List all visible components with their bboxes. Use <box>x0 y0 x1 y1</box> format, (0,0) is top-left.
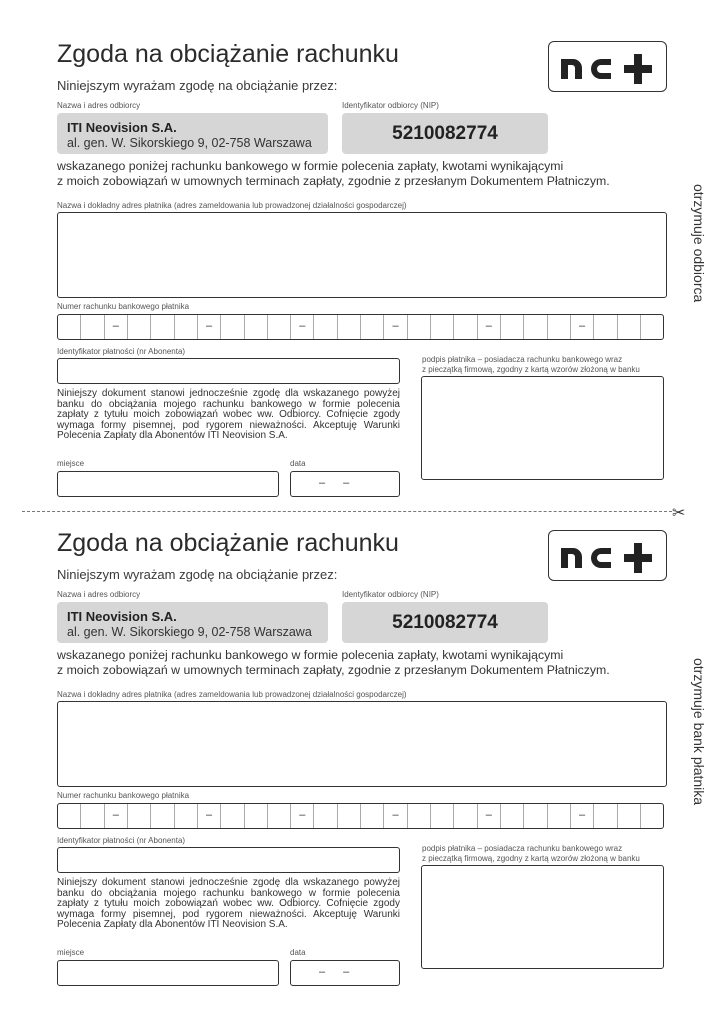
signature-label-line-2: z pieczątką firmową, zgodny z kartą wzorów złożoną w banku <box>422 365 640 374</box>
account-digit-cell[interactable] <box>501 804 524 828</box>
account-digit-cell[interactable] <box>384 315 407 339</box>
account-digit-cell[interactable] <box>548 804 571 828</box>
place-label: miejsce <box>57 948 85 957</box>
account-digit-cell[interactable] <box>641 804 663 828</box>
account-digit-cell[interactable] <box>338 315 361 339</box>
form-title: Zgoda na obciążanie rachunku <box>57 529 399 557</box>
account-separator: – <box>112 809 119 821</box>
date-field[interactable] <box>290 960 400 986</box>
account-separator: – <box>205 320 213 332</box>
payer-label: Nazwa i dokładny adres płatnika (adres zameldowania lub prowadzonej działalności gospodarczej) <box>57 690 407 699</box>
date-separator: – <box>343 477 350 489</box>
account-separator: – <box>299 809 306 821</box>
account-digit-cell[interactable] <box>524 804 547 828</box>
account-digit-cell[interactable] <box>478 315 501 339</box>
account-digit-cell[interactable] <box>431 315 454 339</box>
payer-address-field[interactable] <box>57 212 667 298</box>
signature-field[interactable] <box>421 865 664 969</box>
receiver-label: Nazwa i adres odbiorcy <box>57 101 141 110</box>
account-separator: – <box>485 320 492 332</box>
account-digit-cell[interactable] <box>268 804 291 828</box>
nip-label: Identyfikator odbiorcy (NIP) <box>342 101 439 110</box>
receiver-box <box>57 113 328 154</box>
payment-id-field[interactable] <box>57 847 400 873</box>
account-digit-cell[interactable] <box>221 315 244 339</box>
signature-label <box>422 355 640 375</box>
account-separator: – <box>485 809 492 821</box>
payment-id-label: Identyfikator płatności (nr Abonenta) <box>57 836 186 845</box>
form-title: Zgoda na obciążanie rachunku <box>57 40 399 68</box>
nip-label: Identyfikator odbiorcy (NIP) <box>342 590 439 599</box>
legal-text: Niniejszy dokument stanowi jednocześnie zgodę dla wskazanego powyżej banku do obciążania mojego rachunku bankowego w formie polecenia zapłaty z tytułu moich zobowiązań wobec ww. Odbiorcy. Cofnięcie zgody wymaga formy pisemnej, pod rygorem nieważności. Akceptuję Warunki Polecenia Zapłaty dla Abonentów ITI Neovision S.A. <box>57 877 400 930</box>
account-digit-cell[interactable] <box>454 804 477 828</box>
place-label: miejsce <box>57 459 85 468</box>
date-separator: – <box>319 966 326 978</box>
account-digit-cell[interactable] <box>221 804 244 828</box>
description-line-2: z moich zobowiązań w umownych terminach zapłaty, zgodnie z przesłanym Dokumentem Płatniczym. <box>57 174 610 188</box>
nc-plus-logo-mark <box>549 42 666 91</box>
nc-plus-logo-mark <box>549 531 666 580</box>
account-digit-cell[interactable] <box>548 315 571 339</box>
account-number-field[interactable] <box>57 803 664 829</box>
account-digit-cell[interactable] <box>198 315 221 339</box>
description-line-1: wskazanego poniżej rachunku bankowego w formie polecenia zapłaty, kwotami wynikającymi <box>57 159 564 173</box>
receiver-label: Nazwa i adres odbiorcy <box>57 590 141 599</box>
account-digit-cell[interactable] <box>151 804 174 828</box>
side-label: otrzymuje bank płatnika <box>691 658 707 806</box>
legal-text: Niniejszy dokument stanowi jednocześnie zgodę dla wskazanego powyżej banku do obciążania mojego rachunku bankowego w formie polecenia zapłaty z tytułu moich zobowiązań wobec ww. Odbiorcy. Cofnięcie zgody wymaga formy pisemnej, pod rygorem nieważności. Akceptuję Warunki Polecenia Zapłaty dla Abonentów ITI Neovision S.A. <box>57 388 400 441</box>
account-digit-cell[interactable] <box>338 804 361 828</box>
account-digit-cell[interactable] <box>408 804 431 828</box>
payer-address-field[interactable] <box>57 701 667 787</box>
date-label: data <box>290 459 306 468</box>
nip-box <box>342 602 548 643</box>
account-separator: – <box>578 809 586 821</box>
description <box>57 159 610 189</box>
account-digit-cell[interactable] <box>198 804 221 828</box>
description <box>57 648 610 678</box>
account-digit-cell[interactable] <box>618 315 641 339</box>
account-digit-cell[interactable] <box>524 315 547 339</box>
account-digit-cell[interactable] <box>618 804 641 828</box>
receiver-box <box>57 602 328 643</box>
account-digit-cell[interactable] <box>384 804 407 828</box>
consent-form-bank-copy <box>0 489 725 978</box>
account-digit-cell[interactable] <box>245 804 268 828</box>
account-digit-cell[interactable] <box>175 804 198 828</box>
side-label: otrzymuje odbiorca <box>691 184 707 303</box>
payment-id-field[interactable] <box>57 358 400 384</box>
consent-form-recipient-copy <box>0 0 725 489</box>
account-digit-cell[interactable] <box>454 315 477 339</box>
account-digit-cell[interactable] <box>268 315 291 339</box>
nip-value: 5210082774 <box>392 612 498 633</box>
date-separator: – <box>319 477 326 489</box>
account-separator: – <box>112 320 119 332</box>
account-digit-cell[interactable] <box>128 315 151 339</box>
nc-plus-logo <box>548 530 667 581</box>
description-line-2: z moich zobowiązań w umownych terminach zapłaty, zgodnie z przesłanym Dokumentem Płatniczym. <box>57 663 610 677</box>
account-digit-cell[interactable] <box>81 804 104 828</box>
account-digit-cell[interactable] <box>594 804 617 828</box>
description-line-1: wskazanego poniżej rachunku bankowego w formie polecenia zapłaty, kwotami wynikającymi <box>57 648 564 662</box>
date-separator: – <box>343 966 350 978</box>
form-intro: Niniejszym wyrażam zgodę na obciążanie przez: <box>57 567 338 582</box>
account-digit-cell[interactable] <box>641 315 663 339</box>
receiver-address: al. gen. W. Sikorskiego 9, 02-758 Warszawa <box>67 625 312 639</box>
account-number-field[interactable] <box>57 314 664 340</box>
signature-label <box>422 844 640 864</box>
receiver-name: ITI Neovision S.A. <box>67 609 177 624</box>
account-digit-cell[interactable] <box>291 315 314 339</box>
account-digit-cell[interactable] <box>58 315 81 339</box>
receiver-address: al. gen. W. Sikorskiego 9, 02-758 Warszawa <box>67 136 312 150</box>
account-digit-cell[interactable] <box>128 804 151 828</box>
account-digit-cell[interactable] <box>594 315 617 339</box>
account-digit-cell[interactable] <box>408 315 431 339</box>
account-digit-cell[interactable] <box>571 315 594 339</box>
account-digit-cell[interactable] <box>314 315 337 339</box>
payer-label: Nazwa i dokładny adres płatnika (adres zameldowania lub prowadzonej działalności gospodarczej) <box>57 201 407 210</box>
account-digit-cell[interactable] <box>175 315 198 339</box>
account-digit-cell[interactable] <box>151 315 174 339</box>
account-digit-cell[interactable] <box>58 804 81 828</box>
account-separator: – <box>578 320 586 332</box>
signature-label-line-1: podpis płatnika – posiadacza rachunku bankowego wraz <box>422 844 623 853</box>
account-digit-cell[interactable] <box>105 804 128 828</box>
nc-plus-logo <box>548 41 667 92</box>
account-digit-cell[interactable] <box>291 804 314 828</box>
account-digit-cell[interactable] <box>431 804 454 828</box>
scissors-icon: ✂ <box>672 505 686 522</box>
date-separators <box>319 966 349 978</box>
account-digit-cell[interactable] <box>571 804 594 828</box>
account-label: Numer rachunku bankowego płatnika <box>57 791 190 800</box>
account-digit-cell[interactable] <box>361 804 384 828</box>
account-digit-cell[interactable] <box>361 315 384 339</box>
date-separators <box>319 477 349 489</box>
account-separator: – <box>392 809 399 821</box>
account-digit-cell[interactable] <box>105 315 128 339</box>
account-separator: – <box>392 320 399 332</box>
nip-box <box>342 113 548 154</box>
account-label: Numer rachunku bankowego płatnika <box>57 302 190 311</box>
signature-field[interactable] <box>421 376 664 480</box>
signature-label-line-1: podpis płatnika – posiadacza rachunku bankowego wraz <box>422 355 623 364</box>
account-digit-cell[interactable] <box>81 315 104 339</box>
account-digit-cell[interactable] <box>245 315 268 339</box>
account-separator: – <box>205 809 213 821</box>
account-digit-cell[interactable] <box>501 315 524 339</box>
cut-line <box>22 511 672 512</box>
date-label: data <box>290 948 306 957</box>
account-separator: – <box>299 320 306 332</box>
form-intro: Niniejszym wyrażam zgodę na obciążanie przez: <box>57 78 338 93</box>
payment-id-label: Identyfikator płatności (nr Abonenta) <box>57 347 186 356</box>
place-field[interactable] <box>57 960 279 986</box>
nip-value: 5210082774 <box>392 123 498 144</box>
signature-label-line-2: z pieczątką firmową, zgodny z kartą wzorów złożoną w banku <box>422 854 640 863</box>
account-digit-cell[interactable] <box>314 804 337 828</box>
account-digit-cell[interactable] <box>478 804 501 828</box>
receiver-name: ITI Neovision S.A. <box>67 120 177 135</box>
